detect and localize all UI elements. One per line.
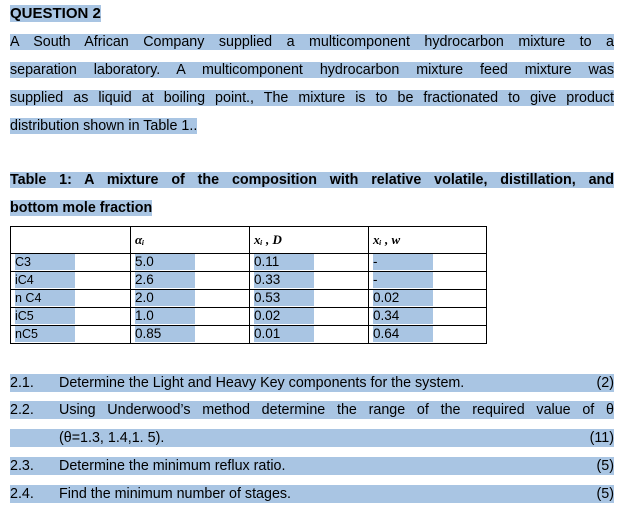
alpha-cell: 2.6 — [131, 272, 250, 290]
component-cell: iC4 — [11, 272, 131, 290]
alpha-cell: 5.0 — [131, 254, 250, 272]
intro-line-3: supplied as liquid at boiling point., The mixture is to be fractionated to give product — [10, 90, 614, 106]
question-text: Using Underwood’s method determine the range of the required value of θ — [59, 402, 614, 418]
intro-line-1: A South African Company supplied a multicomponent hydrocarbon mixture to a — [10, 34, 614, 50]
component-cell: nC5 — [11, 326, 131, 344]
table-row — [11, 290, 487, 308]
question-marks: (2) — [596, 375, 614, 391]
xd-cell: 0.11 — [250, 254, 369, 272]
xd-cell: 0.02 — [250, 308, 369, 326]
xd-cell: 0.01 — [250, 326, 369, 344]
intro-line-4: distribution shown in Table 1.. — [10, 118, 198, 134]
table-row — [11, 308, 487, 326]
question-text: Determine the minimum reflux ratio. — [59, 458, 286, 474]
alpha-cell: 2.0 — [131, 290, 250, 308]
component-cell: C3 — [11, 254, 131, 272]
xw-cell: 0.34 — [369, 308, 487, 326]
header-xw: xᵢ , w — [369, 227, 487, 254]
question-text: Find the minimum number of stages. — [59, 486, 292, 502]
table-caption-line-1: Table 1: A mixture of the composition with relative volatile, distillation, and — [10, 172, 614, 188]
table-row — [11, 254, 487, 272]
alpha-cell: 1.0 — [131, 308, 250, 326]
component-cell: iC5 — [11, 308, 131, 326]
xw-cell: - — [369, 254, 487, 272]
question-marks: (5) — [596, 486, 614, 502]
table-header-row — [11, 227, 487, 254]
question-text: Determine the Light and Heavy Key components for the system. — [59, 375, 465, 391]
xw-cell: 0.02 — [369, 290, 487, 308]
question-number: 2.3. — [10, 458, 34, 474]
xw-cell: - — [369, 272, 487, 290]
table-row — [11, 326, 487, 344]
xd-cell: 0.53 — [250, 290, 369, 308]
header-alpha: αᵢ — [131, 227, 250, 254]
question-number: 2.1. — [10, 375, 34, 391]
alpha-cell: 0.85 — [131, 326, 250, 344]
xd-cell: 0.33 — [250, 272, 369, 290]
question-text-continuation: (θ=1.3, 1.4,1. 5). — [59, 430, 165, 446]
question-marks: (5) — [596, 458, 614, 474]
intro-line-2: separation laboratory. A multicomponent hydrocarbon mixture feed mixture was — [10, 62, 614, 78]
component-cell: n C4 — [11, 290, 131, 308]
question-number: 2.4. — [10, 486, 34, 502]
question-number: 2.2. — [10, 402, 34, 418]
question-title: QUESTION 2 — [10, 5, 101, 22]
composition-table — [10, 226, 487, 344]
question-marks: (11) — [589, 430, 614, 446]
table-caption-line-2: bottom mole fraction — [10, 200, 153, 216]
table-row — [11, 272, 487, 290]
header-component — [11, 227, 131, 254]
header-xd: xᵢ , D — [250, 227, 369, 254]
xw-cell: 0.64 — [369, 326, 487, 344]
